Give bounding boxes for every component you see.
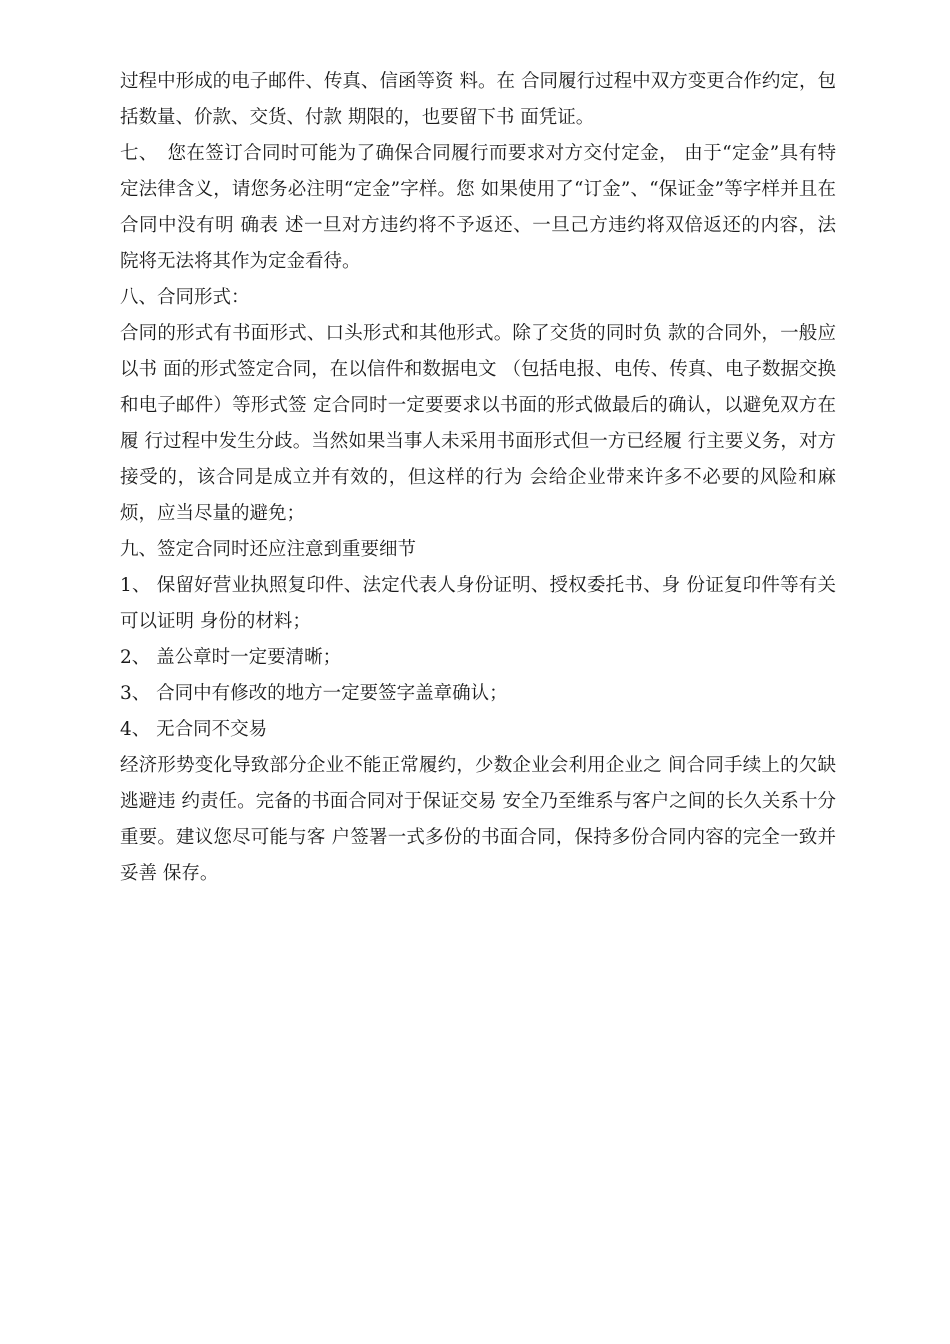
paragraph-conclusion: 经济形势变化导致部分企业不能正常履约，少数企业会利用企业之 间合同手续上的欠缺逃避违 约责任。完备的书面合同对于保证交易 安全乃至维系与客户之间的长久关系十分重要。建议您尽可能与客 户签署一式多份的书面合同，保持多份合同内容的完全一致并妥善 保存。 bbox=[120, 755, 836, 884]
list-item-1: 1、 保留好营业执照复印件、法定代表人身份证明、授权委托书、身 份证复印件等有关可以证明 身份的材料； bbox=[120, 575, 836, 632]
list-item-4: 4、 无合同不交易 bbox=[120, 719, 268, 740]
list-item-2: 2、 盖公章时一定要清晰； bbox=[120, 647, 342, 668]
heading-section-9: 九、签定合同时还应注意到重要细节 bbox=[120, 539, 417, 560]
list-item-3: 3、 合同中有修改的地方一定要签字盖章确认； bbox=[120, 683, 508, 704]
paragraph-section-7-deposit: 七、 您在签订合同时可能为了确保合同履行而要求对方交付定金， 由于“定金”具有特定法律含义，请您务必注明“定金”字样。您 如果使用了“订金”、“保证金”等字样并且在合同中没有明 确表 述一旦对方违约将不予返还、一旦己方违约将双倍返还的内容，法 院将无法将其作为定金看待。 bbox=[120, 143, 836, 272]
heading-section-8: 八、合同形式： bbox=[120, 287, 250, 308]
paragraph-continuation: 过程中形成的电子邮件、传真、信函等资 料。在 合同履行过程中双方变更合作约定，包括数量、价款、交货、付款 期限的，也要留下书 面凭证。 bbox=[120, 71, 836, 128]
paragraph-contract-forms: 合同的形式有书面形式、口头形式和其他形式。除了交货的同时负 款的合同外，一般应以书 面的形式签定合同，在以信件和数据电文 （包括电报、电传、传真、电子数据交换和电子邮件）等形式签 定合同时一定要要求以书面的形式做最后的确认，以避免双方在履 行过程中发生分歧。当然如果当事人未采用书面形式但一方已经履 行主要义务，对方接受的，该合同是成立并有效的，但这样的行为 会给企业带来许多不必要的风险和麻烦，应当尽量的避免； bbox=[120, 323, 836, 524]
document-body bbox=[120, 64, 836, 892]
